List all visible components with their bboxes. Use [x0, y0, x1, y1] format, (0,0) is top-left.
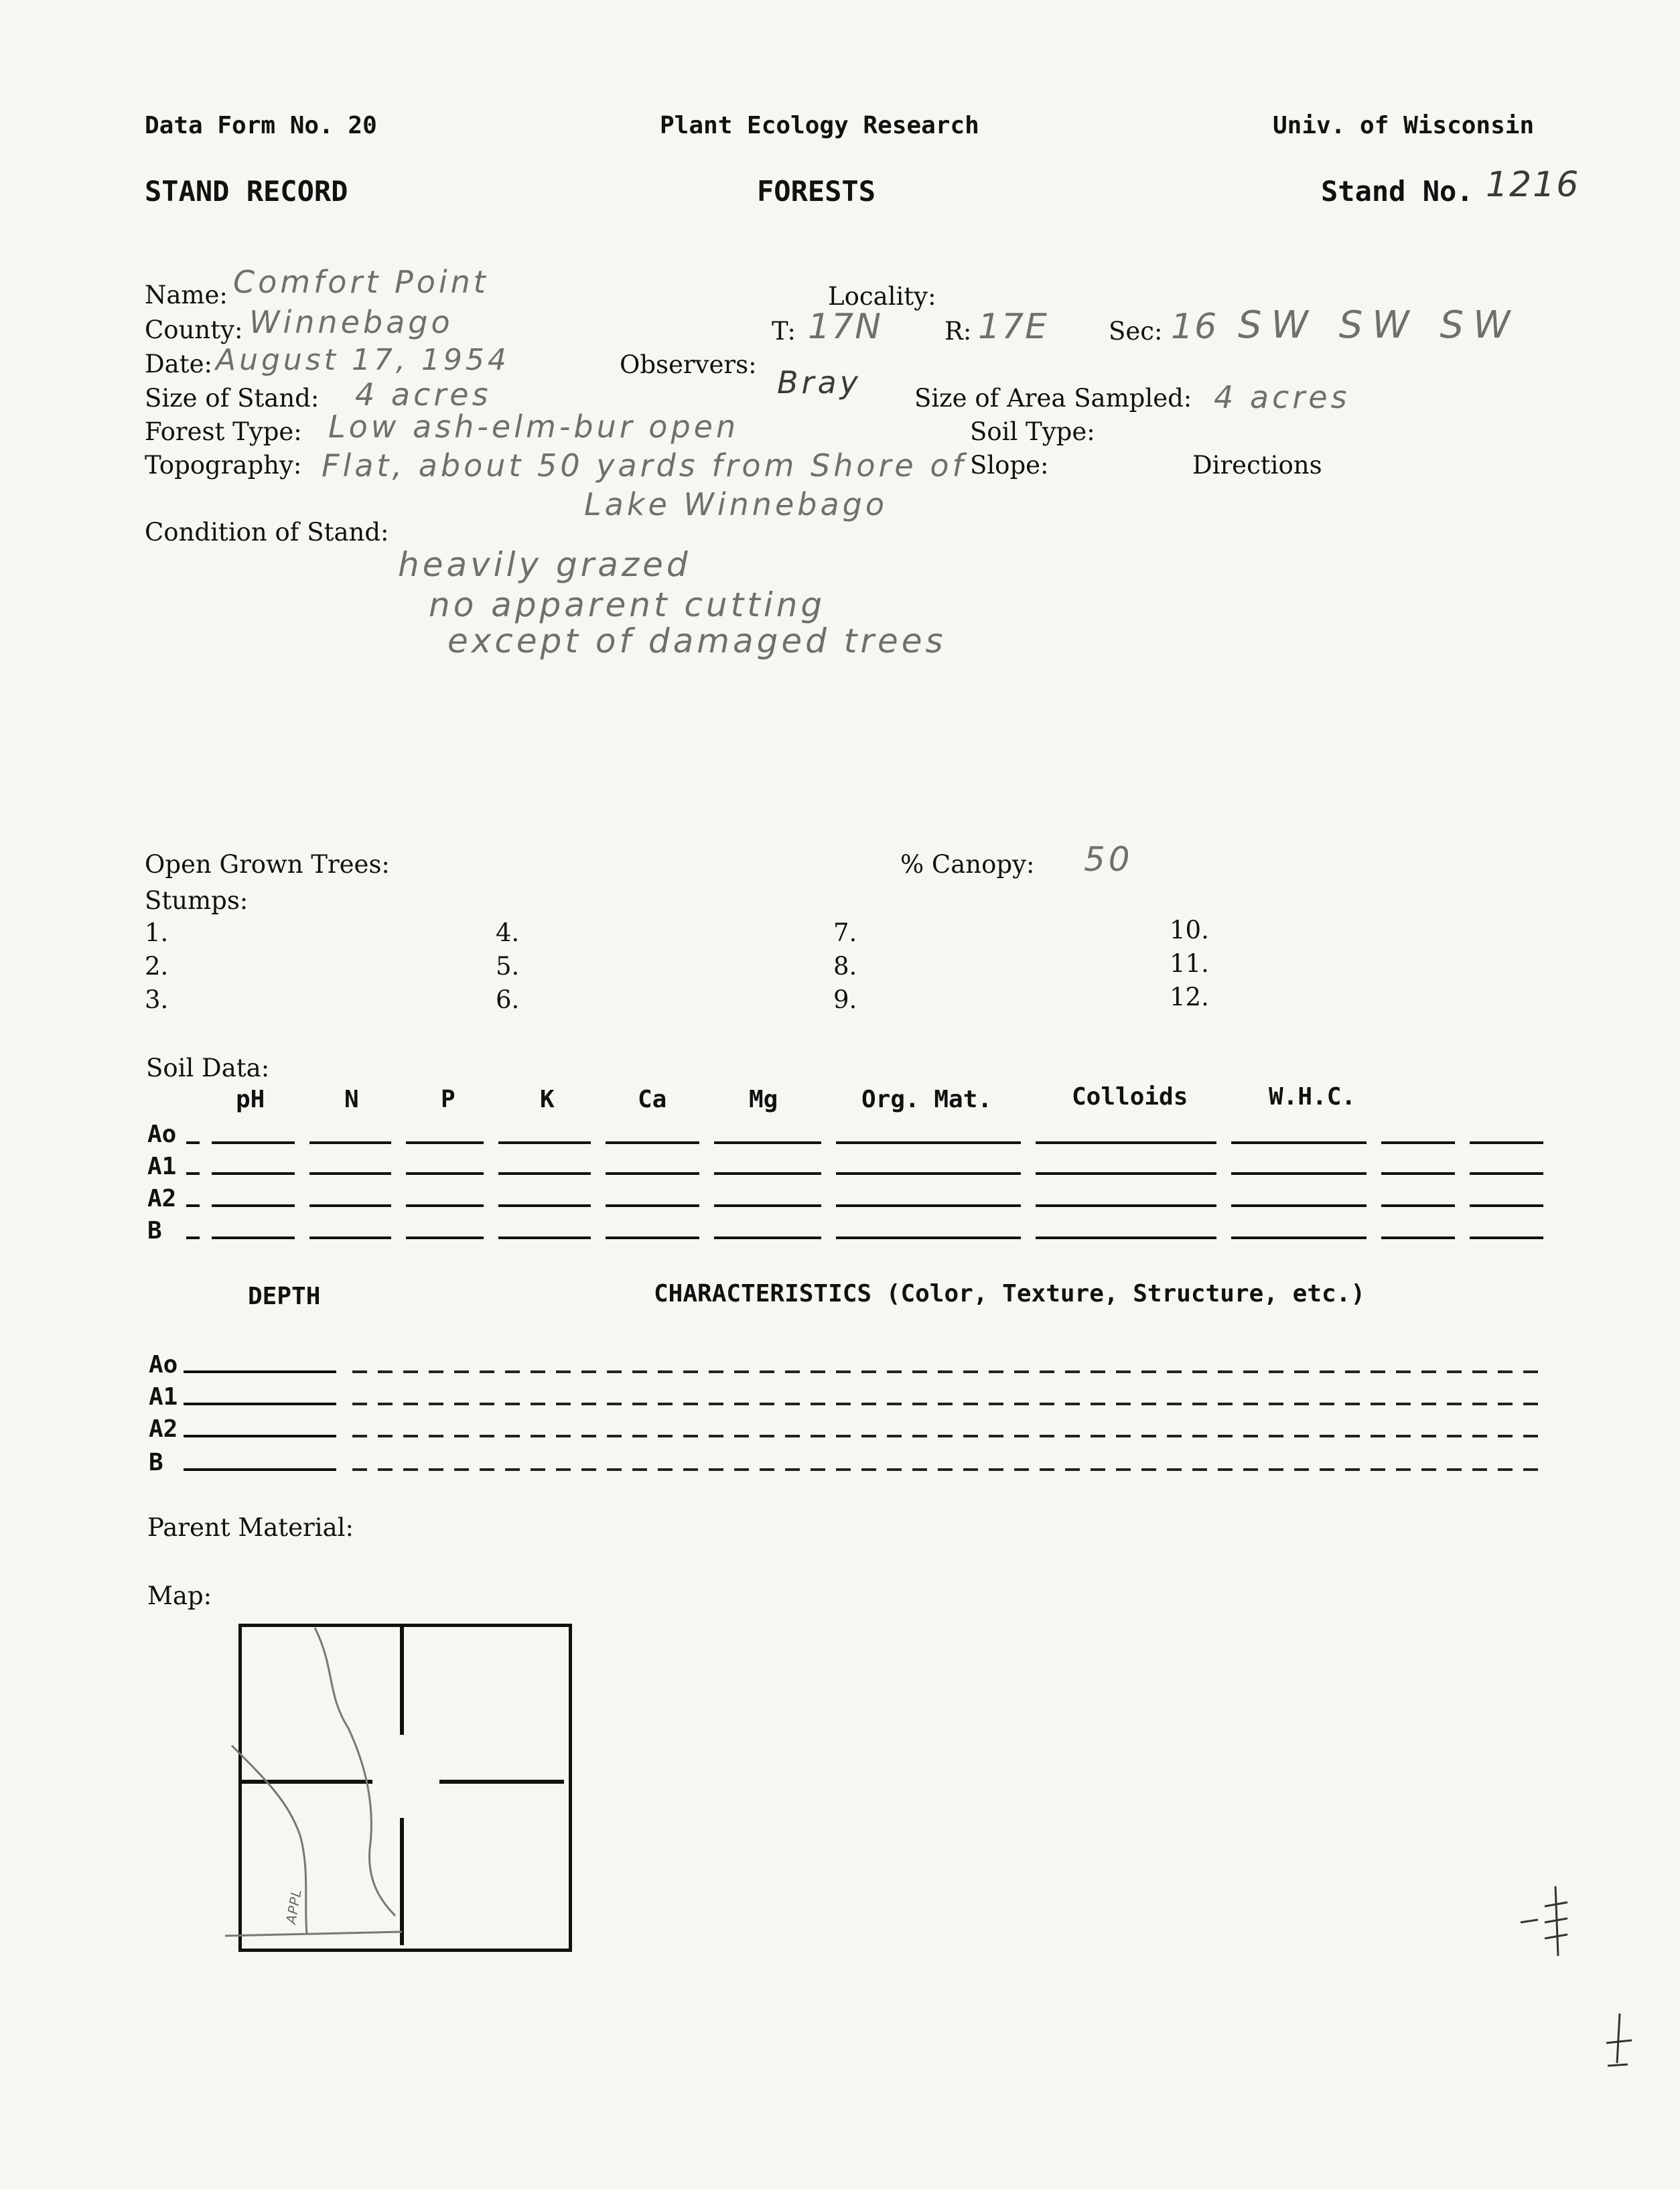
characteristics-line [352, 1403, 1545, 1405]
area-sampled-label: Size of Area Sampled: [914, 384, 1192, 413]
organization: Plant Ecology Research [660, 112, 979, 139]
soil-row-label: B [147, 1217, 162, 1245]
size-of-stand-value: 4 acres [355, 376, 492, 413]
stumps-label: Stumps: [145, 886, 249, 915]
characteristics-header: CHARACTERISTICS (Color, Texture, Structure, etc.) [654, 1280, 1366, 1308]
depth-row-label: A1 [149, 1383, 178, 1411]
condition-line-2: no apparent cutting [429, 585, 826, 624]
depth-row-label: Ao [149, 1351, 178, 1379]
stump-number: 8. [833, 952, 857, 981]
canopy-label: % Canopy: [900, 850, 1035, 879]
stump-number: 3. [145, 985, 169, 1014]
soil-column-header: Ca [638, 1086, 667, 1113]
slope-label: Slope: [970, 451, 1049, 480]
soil-row-label: Ao [147, 1121, 177, 1148]
soil-row-label: A2 [147, 1185, 177, 1212]
depth-line [184, 1435, 336, 1437]
map-label: Map: [147, 1581, 212, 1610]
topography-value-2: Lake Winnebago [584, 486, 888, 522]
depth-line [184, 1370, 336, 1373]
parent-material-label: Parent Material: [147, 1513, 354, 1542]
date-label: Date: [145, 350, 212, 378]
name-label: Name: [145, 281, 228, 309]
range-value: 17E [978, 307, 1049, 347]
county-label: County: [145, 315, 243, 344]
condition-line-1: heavily grazed [398, 545, 691, 584]
stump-number: 6. [496, 985, 520, 1014]
section-value: 16 [1171, 307, 1218, 347]
county-value: Winnebago [249, 304, 453, 340]
characteristics-line [352, 1435, 1545, 1437]
soil-column-header: W.H.C. [1269, 1083, 1356, 1111]
depth-row-label: B [149, 1449, 163, 1476]
locality-label: Locality: [828, 282, 936, 311]
stump-number: 7. [833, 918, 857, 947]
depth-line [184, 1468, 336, 1471]
soil-column-header: Colloids [1072, 1083, 1188, 1111]
canopy-value: 50 [1084, 840, 1133, 879]
stand-number-value: 1216 [1486, 165, 1580, 205]
depth-line [184, 1403, 336, 1405]
name-value: Comfort Point [233, 264, 489, 300]
area-sampled-value: 4 acres [1214, 379, 1350, 415]
topography-label: Topography: [145, 451, 302, 480]
forest-type-value: Low ash-elm-bur open [328, 409, 740, 445]
forest-type-label: Forest Type: [145, 417, 302, 446]
soil-data-label: Soil Data: [146, 1054, 270, 1082]
soil-row-label: A1 [147, 1153, 177, 1180]
stump-number: 1. [145, 918, 169, 947]
soil-column-header: Org. Mat. [861, 1086, 993, 1113]
characteristics-line [352, 1468, 1545, 1471]
depth-header: DEPTH [248, 1283, 321, 1310]
size-of-stand-label: Size of Stand: [145, 384, 320, 413]
stump-number: 10. [1170, 916, 1209, 944]
stump-number: 5. [496, 952, 520, 981]
observers-value: Bray [777, 364, 861, 401]
characteristics-line [352, 1370, 1545, 1373]
date-value: August 17, 1954 [216, 343, 510, 377]
soil-column-header: P [441, 1086, 456, 1113]
open-grown-trees-label: Open Grown Trees: [145, 850, 390, 879]
soil-type-label: Soil Type: [970, 417, 1095, 446]
stand-number-label: Stand No. [1321, 175, 1474, 208]
stump-number: 9. [833, 985, 857, 1014]
soil-column-header: Mg [749, 1086, 778, 1113]
university: Univ. of Wisconsin [1273, 112, 1535, 139]
directions-label: Directions [1192, 451, 1322, 480]
soil-column-header: pH [236, 1086, 265, 1113]
stump-number: 2. [145, 952, 169, 981]
topography-value-1: Flat, about 50 yards from Shore of [322, 447, 967, 484]
observers-label: Observers: [620, 350, 757, 379]
stump-number: 11. [1170, 949, 1209, 978]
condition-label: Condition of Stand: [145, 518, 389, 547]
township-value: 17N [808, 307, 883, 347]
range-label: R: [944, 317, 972, 346]
record-title: STAND RECORD [145, 175, 348, 208]
category-title: FORESTS [757, 175, 876, 208]
map-annotation: APPL [283, 1887, 305, 1926]
section-label: Sec: [1109, 317, 1163, 346]
section-subdivision: SW SW SW [1238, 303, 1520, 347]
condition-line-3: except of damaged trees [447, 622, 947, 660]
township-label: T: [772, 317, 796, 346]
form-number: Data Form No. 20 [145, 112, 377, 139]
stump-number: 12. [1170, 983, 1209, 1011]
depth-row-label: A2 [149, 1415, 178, 1443]
soil-column-header: K [540, 1086, 555, 1113]
soil-column-header: N [344, 1086, 359, 1113]
stump-number: 4. [496, 918, 520, 947]
